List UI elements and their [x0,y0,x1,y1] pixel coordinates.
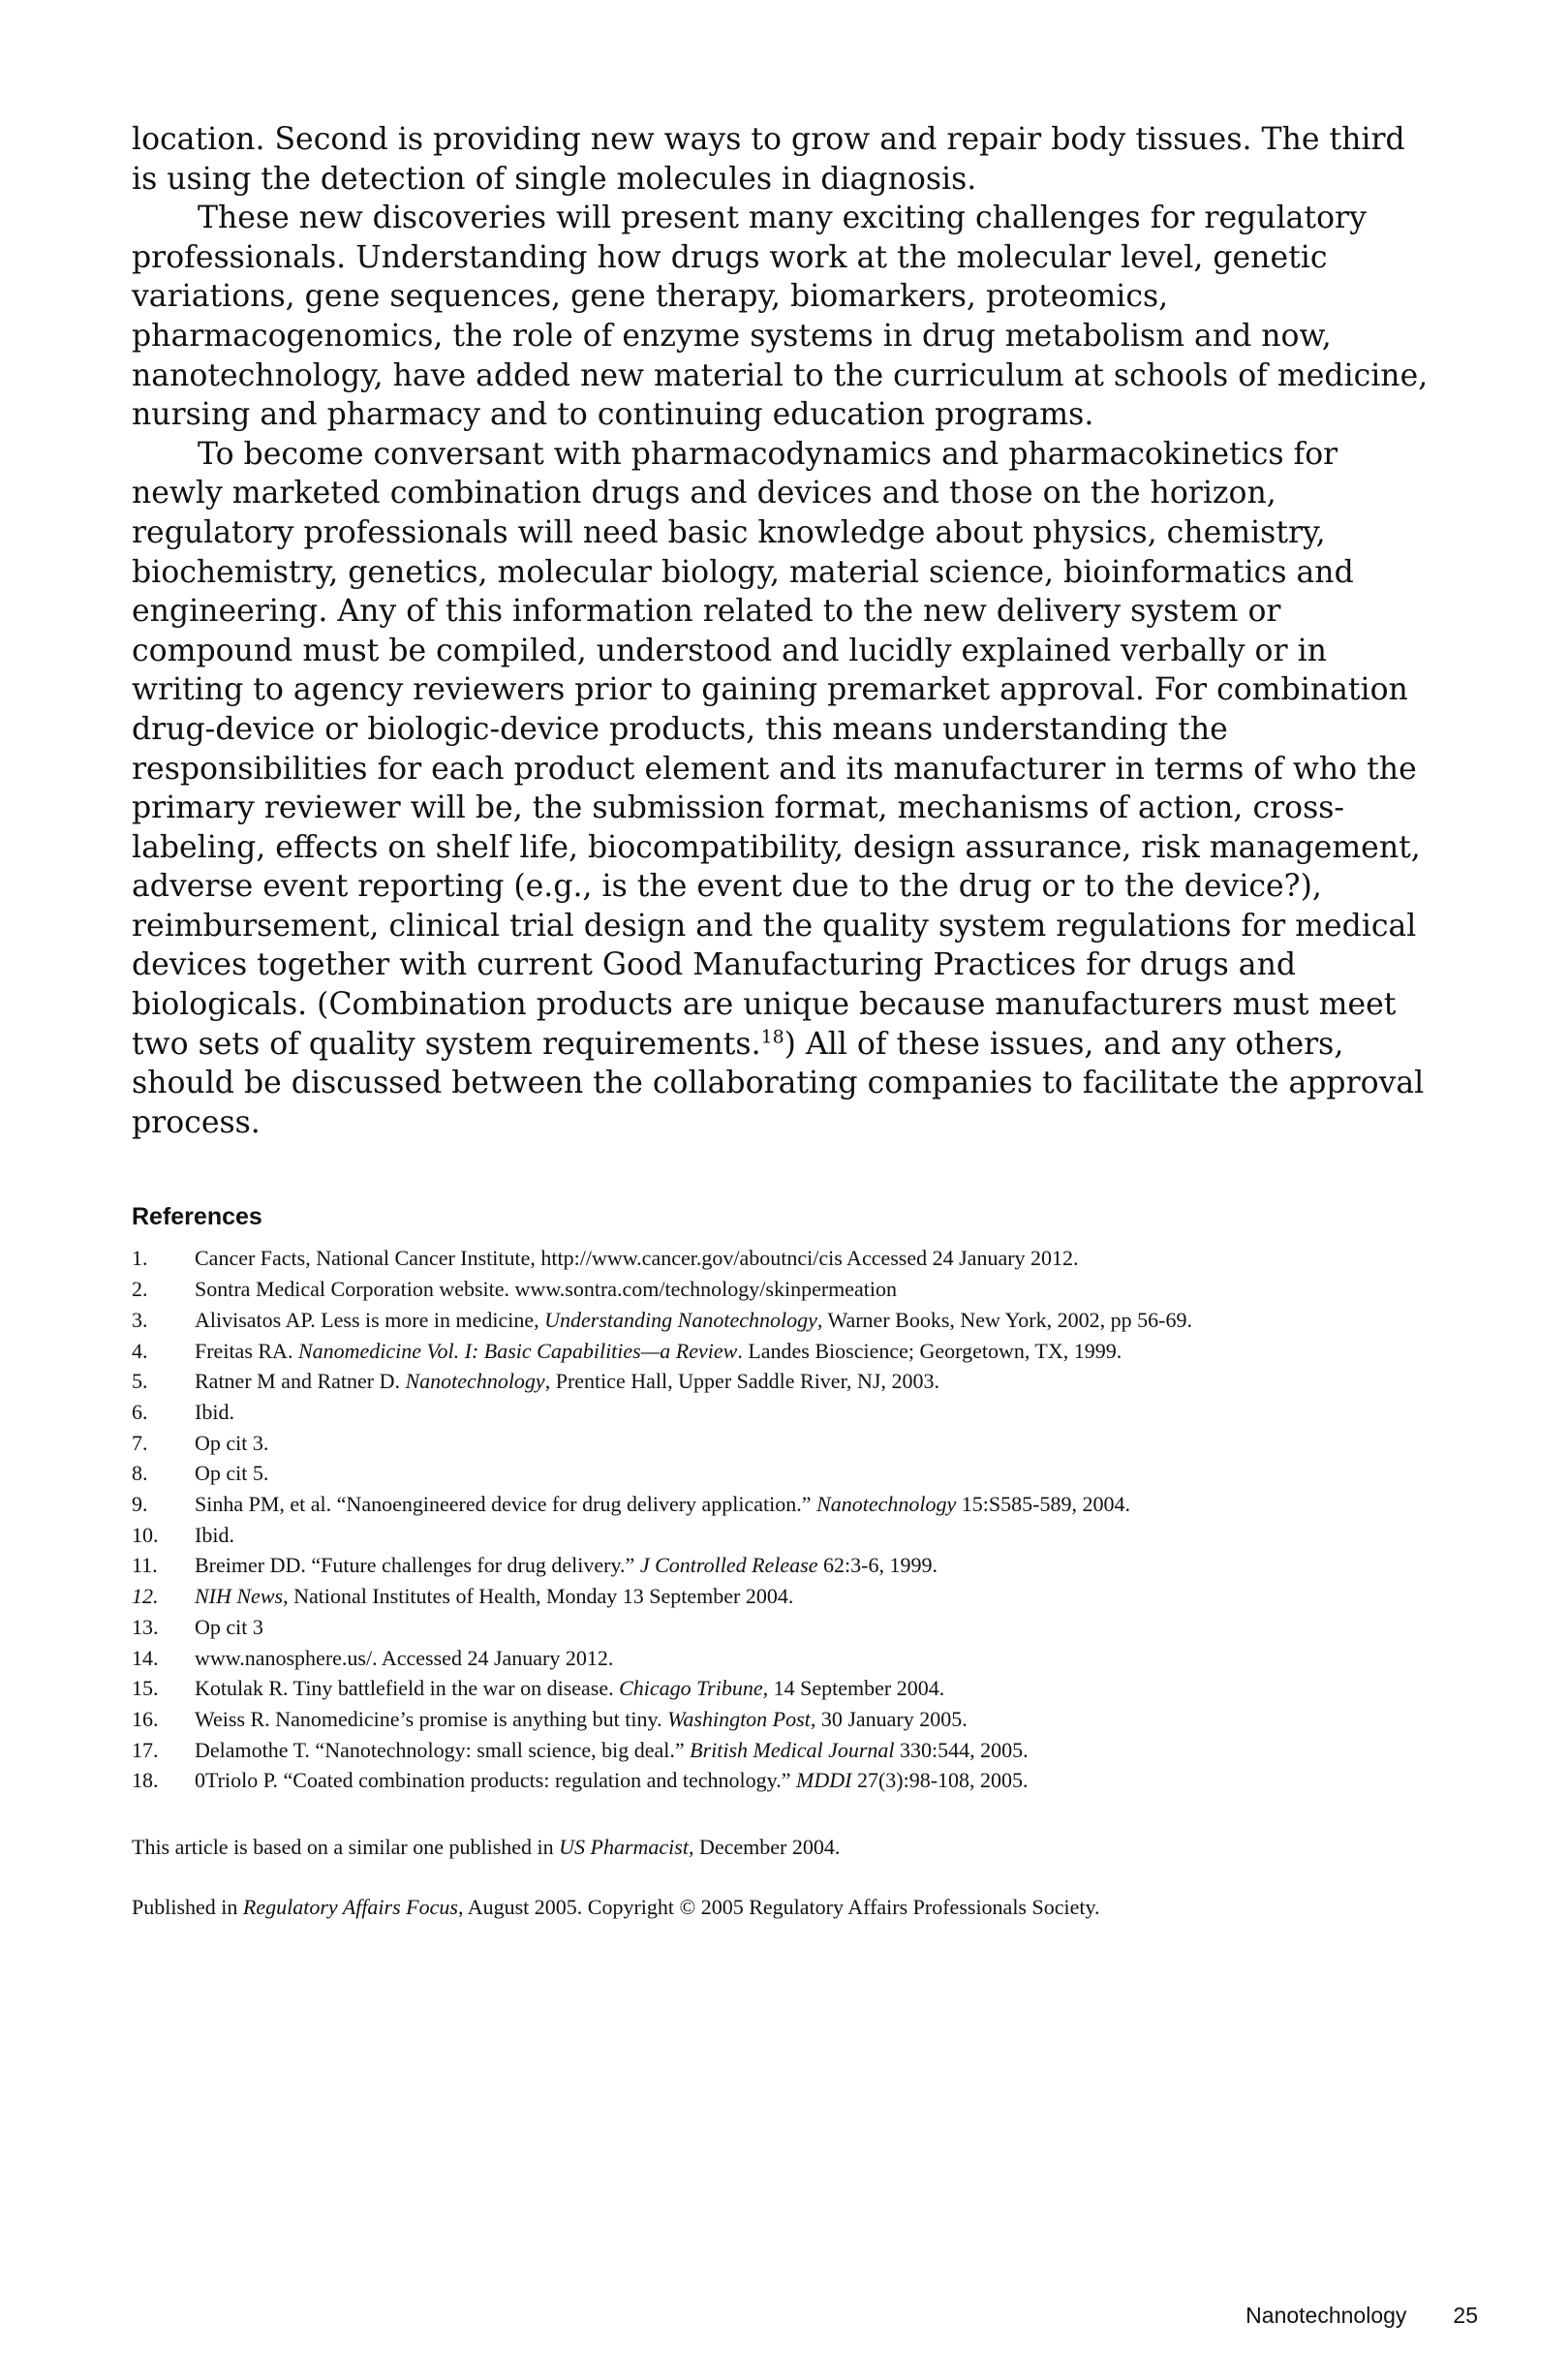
reference-text-lead: Ibid. [195,1399,234,1424]
reference-number: 3. [132,1307,148,1332]
reference-title: Chicago Tribune [619,1676,763,1701]
reference-item [132,1489,1430,1520]
reference-text-tail: 330:544, 2005. [894,1737,1029,1762]
references-list [132,1243,1430,1796]
reference-number: 4. [132,1338,148,1363]
reference-text-lead: Cancer Facts, National Cancer Institute, http://www.cancer.gov/aboutnci/cis Accessed 24 January 2012. [195,1246,1079,1271]
reference-item [132,1550,1430,1581]
reference-text [195,1765,1430,1796]
reference-text-lead: Sontra Medical Corporation website. www.sontra.com/technology/skinpermeation [195,1277,898,1302]
reference-text [195,1366,1430,1397]
reference-text-lead: Op cit 3. [195,1430,269,1455]
reference-text [195,1397,1430,1428]
reference-number: 1. [132,1246,148,1271]
copyright-note-lead: Published in [132,1895,243,1920]
reference-number: 17. [132,1737,159,1762]
reference-text-tail: , Prentice Hall, Upper Saddle River, NJ, 2003. [544,1369,939,1394]
footer-section-title: Nanotechnology [1245,2303,1407,2328]
reference-item [132,1520,1430,1551]
footnote-marker: 18 [760,1026,784,1048]
copyright-note-tail: , August 2005. Copyright © 2005 Regulatory Affairs Professionals Society. [457,1895,1100,1920]
reference-item [132,1458,1430,1489]
reference-number: 14. [132,1645,159,1670]
reference-item [132,1643,1430,1674]
reference-text-lead: Ibid. [195,1522,234,1547]
reference-number: 7. [132,1430,148,1455]
reference-text [195,1735,1430,1766]
reference-text [195,1643,1430,1674]
copyright-note [132,1893,1430,1922]
reference-item [132,1366,1430,1397]
reference-text-tail: , Warner Books, New York, 2002, pp 56-69. [816,1307,1192,1332]
page-footer [1245,2303,1478,2329]
reference-text-tail: 27(3):98-108, 2005. [851,1768,1029,1793]
reference-text-lead: Weiss R. Nanomedicine’s promise is anything but tiny. [195,1706,668,1731]
reference-item [132,1704,1430,1735]
reference-text [195,1428,1430,1459]
reference-item [132,1581,1430,1612]
reference-text [195,1581,1430,1612]
copyright-publication: Regulatory Affairs Focus [242,1895,458,1920]
reference-number: 12. [132,1584,159,1609]
reference-text-tail: . Landes Bioscience; Georgetown, TX, 1999. [737,1338,1122,1363]
reference-text [195,1336,1430,1367]
reference-text [195,1673,1430,1704]
reference-title: Washington Post [667,1706,811,1731]
reference-text-lead: www.nanosphere.us/. Accessed 24 January 2012. [195,1645,614,1670]
reference-title: NIH News [195,1584,284,1609]
source-note-lead: This article is based on a similar one published in [132,1835,560,1860]
reference-item [132,1735,1430,1766]
reference-text [195,1243,1430,1274]
paragraph-1: location. Second is providing new ways to grow and repair body tissues. The third is using the detection of single molecules in diagnosis. [132,122,1405,197]
reference-text-tail: , National Institutes of Health, Monday 13 September 2004. [283,1584,794,1609]
reference-text-lead: Alivisatos AP. Less is more in medicine, [195,1307,545,1332]
reference-number: 18. [132,1768,159,1793]
reference-text-lead: Delamothe T. “Nanotechnology: small science, big deal.” [195,1737,691,1762]
reference-number: 9. [132,1492,148,1517]
reference-number: 6. [132,1399,148,1424]
reference-title: Nanotechnology [816,1492,957,1517]
reference-item [132,1336,1430,1367]
source-publication: US Pharmacist [559,1835,689,1860]
reference-title: British Medical Journal [690,1737,895,1762]
paragraph-3 [132,435,1430,1143]
references-heading: References [132,1203,262,1231]
reference-number: 16. [132,1706,159,1731]
reference-item [132,1765,1430,1796]
reference-item [132,1305,1430,1336]
reference-text [195,1612,1430,1643]
source-note [132,1833,1430,1862]
source-note-tail: , December 2004. [688,1835,841,1860]
reference-text-lead: Op cit 5. [195,1461,269,1486]
reference-text-lead: Sinha PM, et al. “Nanoengineered device for drug delivery application.” [195,1492,817,1517]
reference-item [132,1612,1430,1643]
reference-text [195,1704,1430,1735]
reference-text [195,1274,1430,1305]
reference-text-lead: Ratner M and Ratner D. [195,1369,406,1394]
reference-number: 8. [132,1461,148,1486]
reference-text-tail: , 14 September 2004. [762,1676,945,1701]
paragraph-3-end: ) All of these issues, and any others, should be discussed between the collaborating companies to facilitate the approval process. [132,1026,1425,1140]
reference-text-lead: Breimer DD. “Future challenges for drug delivery.” [195,1553,640,1578]
reference-item [132,1243,1430,1274]
reference-text [195,1305,1430,1336]
reference-title: MDDI [796,1768,852,1793]
reference-text [195,1550,1430,1581]
reference-text-tail: 15:S585-589, 2004. [956,1492,1130,1517]
reference-title: Nanomedicine Vol. I: Basic Capabilities—a Review [297,1338,738,1363]
reference-text-tail: 62:3-6, 1999. [817,1553,938,1578]
reference-item [132,1673,1430,1704]
article-body [132,120,1430,1142]
reference-text-lead: Freitas RA. [195,1338,298,1363]
reference-number: 5. [132,1369,148,1394]
reference-number: 2. [132,1277,148,1302]
reference-text-lead: Op cit 3 [195,1614,263,1639]
reference-item [132,1397,1430,1428]
page-number: 25 [1453,2303,1478,2328]
reference-text-lead: Kotulak R. Tiny battlefield in the war on disease. [195,1676,620,1701]
reference-text-lead: 0Triolo P. “Coated combination products: regulation and technology.” [195,1768,796,1793]
reference-title: Understanding Nanotechnology [544,1307,817,1332]
reference-number: 15. [132,1676,159,1701]
reference-item [132,1274,1430,1305]
reference-title: J Controlled Release [639,1553,818,1578]
reference-title: Nanotechnology [405,1369,545,1394]
paragraph-3-main: To become conversant with pharmacodynamics and pharmacokinetics for newly marketed combination drugs and devices and those on the horizon, regulatory professionals will need basic knowledge about physics, chemistry, biochemistry, genetics, molecular biology, material science, bioinformatics and engineering. Any of this information related to the new delivery system or compound must be compiled, understood and lucidly explained verbally or in writing to agency reviewers prior to gaining premarket approval. For combination drug-device or biologic-device products, this means understanding the responsibilities for each product element and its manufacturer in terms of who the primary reviewer will be, the submission format, mechanisms of action, cross-labeling, effects on shelf life, biocompatibility, design assurance, risk management, adverse event reporting (e.g., is the event due to the drug or to the device?), reimbursement, clinical trial design and the quality system regulations for medical devices together with current Good Manufacturing Practices for drugs and biologicals. (Combination products are unique because manufacturers must meet two sets of quality system requirements. [132,436,1421,1062]
paragraph-2: These new discoveries will present many exciting challenges for regulatory professionals. Understanding how drugs work at the molecular level, genetic variations, gene sequences, gene therapy, biomarkers, proteomics, pharmacogenomics, the role of enzyme systems in drug metabolism and now, nanotechnology, have added new material to the curriculum at schools of medicine, nursing and pharmacy and to continuing education programs. [132,201,1429,433]
reference-item [132,1428,1430,1459]
page-content [132,120,1430,1922]
reference-text [195,1489,1430,1520]
reference-number: 11. [132,1553,158,1578]
reference-text-tail: , 30 January 2005. [810,1706,968,1731]
reference-text [195,1458,1430,1489]
reference-text [195,1520,1430,1551]
reference-number: 10. [132,1522,159,1547]
reference-number: 13. [132,1614,159,1639]
